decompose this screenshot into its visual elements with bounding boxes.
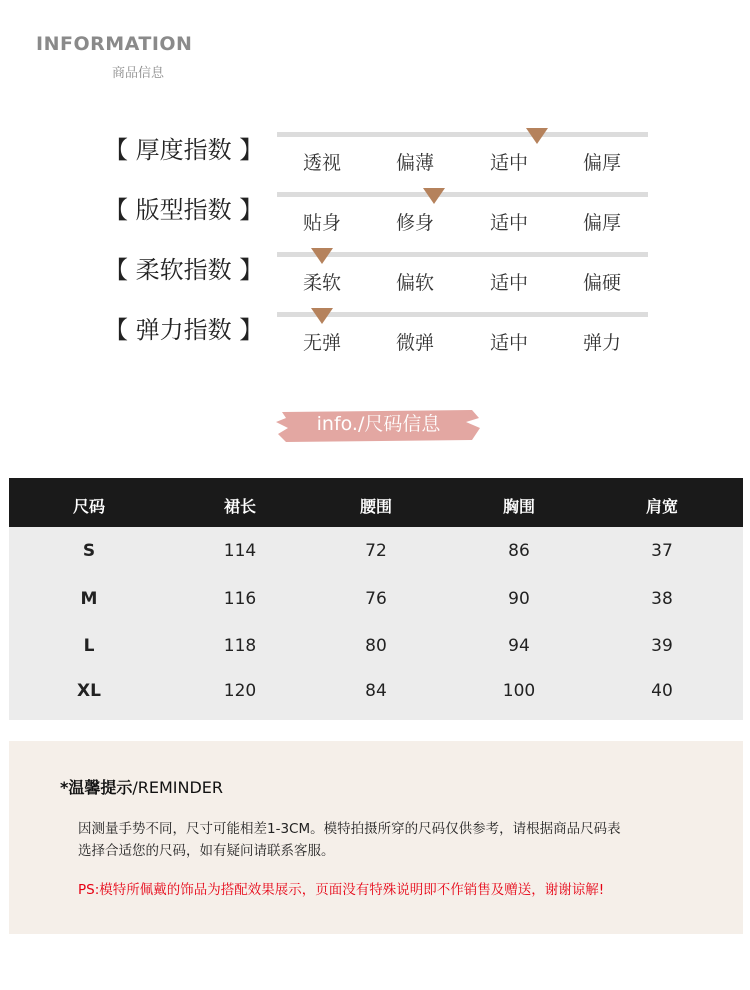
table-cell: 114	[223, 541, 257, 561]
table-header-cell: 尺码	[72, 497, 105, 516]
index-option: 适中	[489, 272, 528, 294]
size-table	[9, 478, 743, 720]
reminder-ps: PS:模特所佩戴的饰品为搭配效果展示，页面没有特殊说明即不作销售及赠送，谢谢谅解!	[78, 882, 605, 898]
index-option: 偏厚	[582, 152, 621, 174]
index-label: 【 柔软指数 】	[104, 256, 264, 284]
table-cell: 86	[508, 541, 530, 561]
reminder-title	[60, 775, 223, 798]
table-cell: 84	[365, 681, 387, 701]
info-subtitle: 商品信息	[112, 66, 165, 81]
index-option: 微弹	[395, 332, 434, 354]
index-marker-icon	[311, 248, 333, 264]
index-option: 弹力	[582, 332, 621, 354]
index-marker-icon	[526, 128, 548, 144]
table-cell: 100	[502, 681, 536, 701]
table-cell: S	[82, 541, 96, 561]
index-marker-icon	[423, 188, 445, 204]
table-body	[9, 527, 743, 720]
index-option: 贴身	[302, 212, 341, 234]
table-cell: 90	[508, 589, 530, 609]
index-option: 柔软	[302, 272, 341, 294]
table-cell: 120	[223, 681, 257, 701]
table-cell: 80	[365, 636, 387, 656]
table-header	[9, 478, 743, 527]
index-option: 偏硬	[582, 272, 621, 294]
table-cell: M	[80, 589, 98, 609]
index-bar	[277, 132, 648, 137]
table-cell: 76	[365, 589, 387, 609]
table-header-cell: 腰围	[359, 497, 392, 516]
table-header-cell: 肩宽	[645, 497, 678, 516]
info-title: INFORMATION	[36, 33, 193, 55]
table-cell: 118	[223, 636, 257, 656]
index-label: 【 弹力指数 】	[104, 316, 264, 344]
index-bar	[277, 192, 648, 197]
reminder-line-1: 因测量手势不同，尺寸可能相差1-3CM。模特拍摄所穿的尺码仅供参考，请根据商品尺码表	[78, 821, 621, 837]
table-cell: 94	[508, 636, 530, 656]
index-option: 偏厚	[582, 212, 621, 234]
reminder-text	[78, 818, 718, 862]
reminder-title-rest: /REMINDER	[132, 778, 224, 797]
size-banner	[276, 406, 481, 444]
table-header-cell: 裙长	[223, 497, 256, 516]
index-label: 【 厚度指数 】	[104, 136, 264, 164]
index-option: 透视	[302, 152, 341, 174]
table-cell: 38	[651, 589, 673, 609]
index-option: 修身	[395, 212, 434, 234]
size-banner-text: info./尺码信息	[316, 413, 441, 435]
table-cell: 116	[223, 589, 257, 609]
reminder-title-bold: *温馨提示	[60, 778, 133, 797]
table-cell: 39	[651, 636, 673, 656]
table-cell: L	[83, 636, 95, 656]
table-cell: XL	[77, 681, 101, 701]
index-option: 适中	[489, 332, 528, 354]
index-option: 无弹	[302, 332, 341, 354]
table-cell: 37	[651, 541, 673, 561]
table-cell: 40	[651, 681, 673, 701]
index-option: 适中	[489, 212, 528, 234]
index-label: 【 版型指数 】	[104, 196, 264, 224]
index-option: 偏薄	[395, 152, 434, 174]
table-header-cell: 胸围	[502, 497, 535, 516]
table-cell: 72	[365, 541, 387, 561]
index-option: 适中	[489, 152, 528, 174]
index-marker-icon	[311, 308, 333, 324]
index-option: 偏软	[395, 272, 434, 294]
reminder-line-2: 选择合适您的尺码，如有疑问请联系客服。	[78, 843, 335, 859]
